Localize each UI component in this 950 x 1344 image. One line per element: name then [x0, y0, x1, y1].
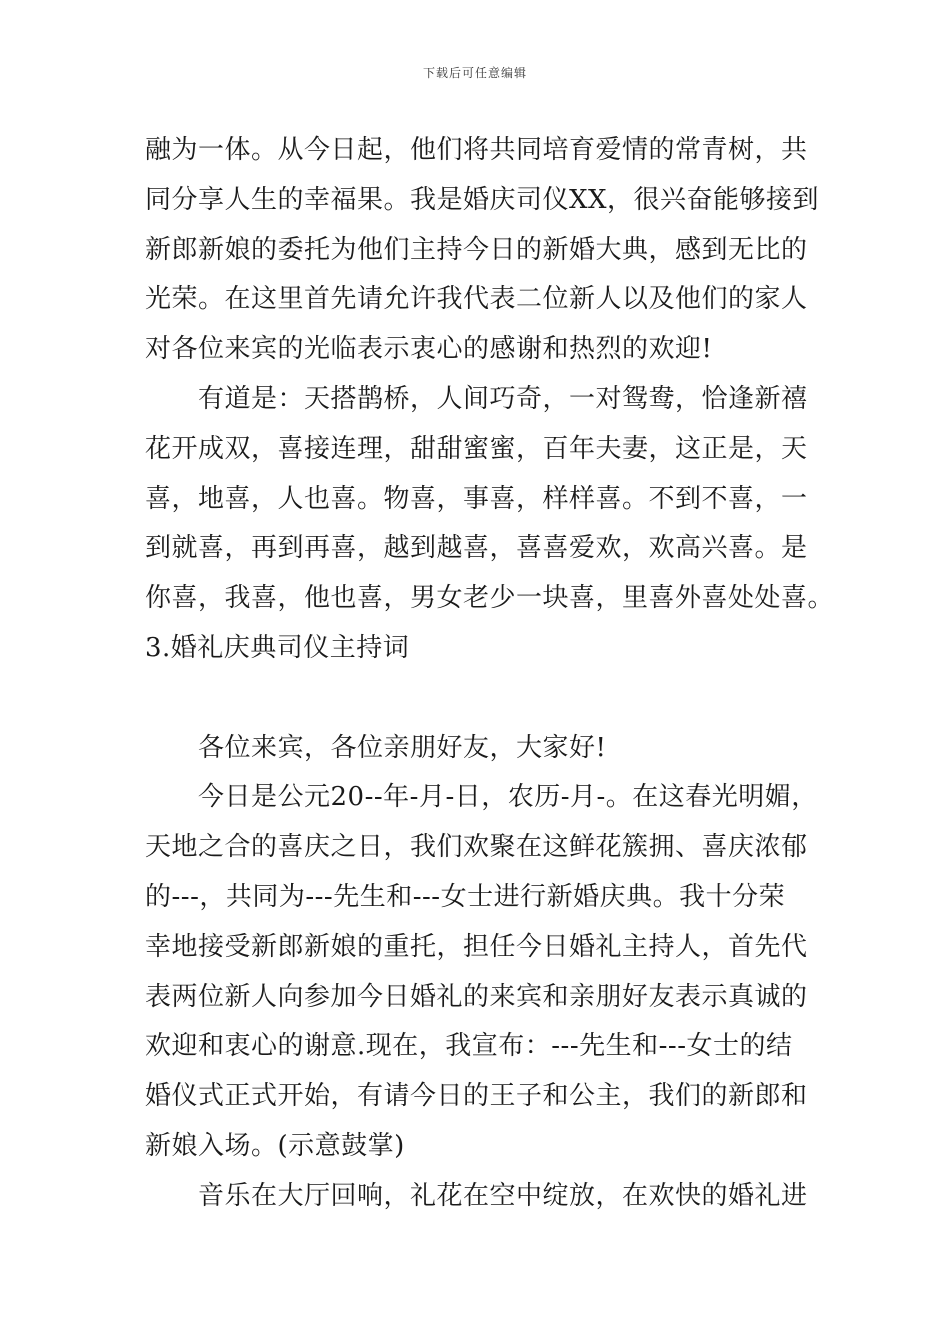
text-line: 同分享人生的幸福果。我是婚庆司仪XX，很兴奋能够接到 — [145, 184, 820, 215]
text-line: 天地之合的喜庆之日，我们欢聚在这鲜花簇拥、喜庆浓郁 — [145, 832, 808, 863]
text-line: 欢迎和衷心的谢意.现在，我宣布：---先生和---女士的结 — [145, 1031, 793, 1062]
header-note: 下载后可任意编辑 — [422, 66, 527, 80]
text-line: 幸地接受新郎新娘的重托，担任今日婚礼主持人，首先代 — [145, 931, 808, 962]
blank-line — [145, 674, 815, 724]
text-line: 新娘入场。(示意鼓掌) — [145, 1130, 405, 1161]
text-line: 融为一体。从今日起，他们将共同培育爱情的常青树，共 — [145, 135, 808, 165]
text-line: 各位来宾，各位亲朋好友，大家好! — [198, 732, 607, 763]
section-heading: 3.婚礼庆典司仪主持词 — [145, 632, 410, 663]
text-line: 音乐在大厅回响，礼花在空中绽放，在欢快的婚礼进 — [198, 1180, 808, 1211]
document-body — [145, 126, 835, 1222]
text-line: 你喜，我喜，他也喜，男女老少一块喜，里喜外喜处处喜。 — [145, 583, 835, 614]
text-line: 光荣。在这里首先请允许我代表二位新人以及他们的家人 — [145, 284, 808, 315]
text-line: 到就喜，再到再喜，越到越喜，喜喜爱欢，欢高兴喜。是 — [145, 533, 808, 564]
text-line: 婚仪式正式开始，有请今日的王子和公主，我们的新郎和 — [145, 1081, 808, 1112]
text-line: 花开成双，喜接连理，甜甜蜜蜜，百年夫妻，这正是，天 — [145, 433, 808, 464]
text-line: 喜，地喜，人也喜。物喜，事喜，样样喜。不到不喜，一 — [145, 483, 808, 514]
text-line: 对各位来宾的光临表示衷心的感谢和热烈的欢迎! — [145, 334, 713, 365]
text-line: 今日是公元20--年-月-日，农历-月-。在这春光明媚， — [198, 782, 818, 813]
text-line: 的---，共同为---先生和---女士进行新婚庆典。我十分荣 — [145, 881, 786, 912]
text-line: 有道是：天搭鹊桥，人间巧奇，一对鸳鸯，恰逢新禧 — [198, 383, 808, 414]
text-line: 表两位新人向参加今日婚礼的来宾和亲朋好友表示真诚的 — [145, 981, 808, 1012]
text-line: 新郎新娘的委托为他们主持今日的新婚大典，感到无比的 — [145, 234, 808, 265]
